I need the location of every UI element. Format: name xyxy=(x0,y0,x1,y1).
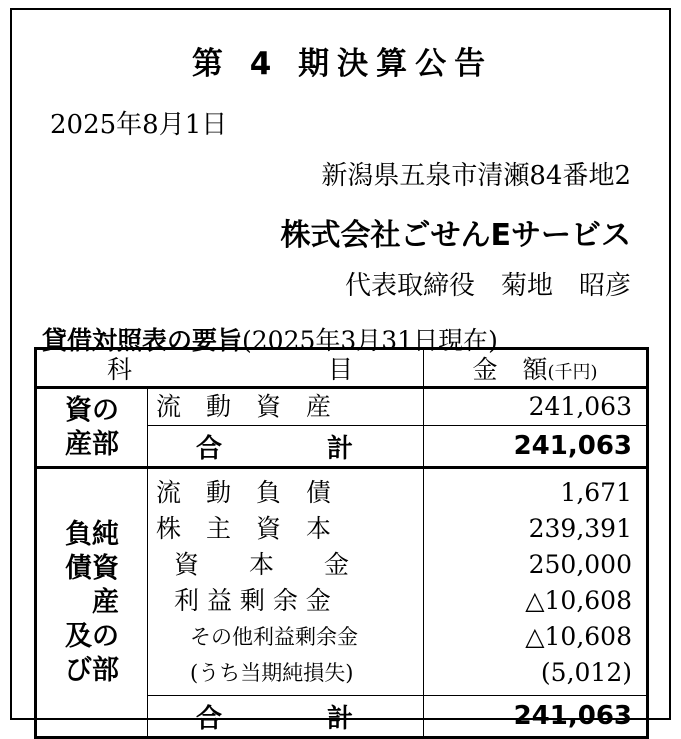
header-amount xyxy=(424,349,648,388)
assets-section-label xyxy=(36,388,148,468)
list-item xyxy=(148,475,423,511)
liability-value: 250,000 xyxy=(528,550,632,579)
liabilities-total-value: 241,063 xyxy=(424,696,648,738)
liability-value: 239,391 xyxy=(528,514,632,543)
liabilities-values-cell xyxy=(424,468,648,696)
list-item xyxy=(148,583,423,619)
liability-value: 1,671 xyxy=(560,478,632,507)
list-item xyxy=(148,511,423,547)
liability-label: 流 動 負 債 xyxy=(156,478,332,507)
liabilities-label-line2: 債資 xyxy=(65,552,119,584)
table-header-row xyxy=(36,349,648,388)
liabilities-total-label-b: 計 xyxy=(326,703,353,734)
liabilities-total-label xyxy=(148,696,424,738)
list-item xyxy=(148,655,423,691)
assets-label-line1: 資の xyxy=(65,394,119,426)
assets-total-label-b: 計 xyxy=(326,433,353,464)
header-account-a: 科 xyxy=(107,355,133,384)
header-account-b: 目 xyxy=(327,355,353,384)
liability-value: (5,012) xyxy=(540,658,632,687)
liability-value: △10,608 xyxy=(525,622,632,651)
liabilities-label-line4: 及の xyxy=(65,620,119,652)
liability-value: △10,608 xyxy=(525,586,632,615)
assets-total-label xyxy=(148,426,424,468)
liabilities-label-line5: び部 xyxy=(65,654,119,686)
liabilities-items-cell xyxy=(148,468,424,696)
liabilities-row xyxy=(36,468,648,696)
asset-item-label: 流 動 資 産 xyxy=(156,392,332,421)
liability-label: (うち当期純損失) xyxy=(190,661,354,685)
header-unit: (千円) xyxy=(547,362,598,383)
liability-label: 株 主 資 本 xyxy=(156,514,332,543)
liabilities-label-line1: 負純 xyxy=(65,518,119,550)
assets-item-cell xyxy=(148,388,424,426)
liability-label: 利 益 剰 余 金 xyxy=(174,586,331,615)
assets-value-cell xyxy=(424,388,648,426)
notice-date: 2025年8月1日 xyxy=(50,110,228,140)
balance-sheet-table xyxy=(34,347,649,739)
list-item xyxy=(148,619,423,655)
asset-item-value: 241,063 xyxy=(528,392,632,421)
assets-label-line2: 産部 xyxy=(65,428,119,460)
list-item xyxy=(148,547,423,583)
liability-label: 資 本 金 xyxy=(174,550,350,579)
header-amount-label: 金 額 xyxy=(472,355,548,384)
liabilities-section-label xyxy=(36,468,148,738)
representative: 代表取締役 菊地 昭彦 xyxy=(344,271,631,301)
assets-total-value: 241,063 xyxy=(424,426,648,468)
assets-row xyxy=(36,388,648,426)
header-account xyxy=(36,349,424,388)
subtitle-main: 貸借対照表の要旨 xyxy=(42,326,243,355)
liabilities-label-line3: 産 xyxy=(65,586,119,618)
liabilities-total-label-a: 合 xyxy=(196,703,223,734)
company-address: 新潟県五泉市清瀬84番地2 xyxy=(321,161,631,191)
notice-title: 第 4 期決算公告 xyxy=(191,46,494,82)
company-name: 株式会社ごせんEサービス xyxy=(280,218,631,253)
liability-label: その他利益剰余金 xyxy=(190,625,358,649)
subtitle-period: (2025年3月31日現在) xyxy=(242,326,498,355)
assets-total-label-a: 合 xyxy=(196,433,223,464)
